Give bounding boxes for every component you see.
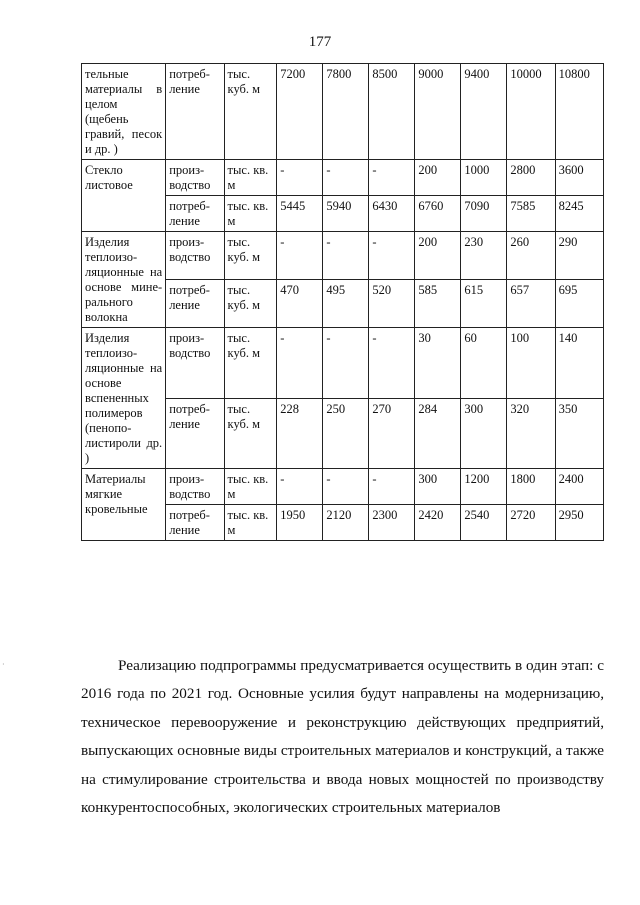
value-cell: - [277, 469, 323, 505]
indicator-type-cell: произ-водство [166, 160, 224, 196]
table-body [82, 64, 604, 541]
value-cell: 2400 [555, 469, 603, 505]
value-cell: 585 [415, 280, 461, 328]
value-cell: - [277, 160, 323, 196]
value-cell: 350 [555, 398, 603, 469]
value-cell: 7090 [461, 196, 507, 232]
material-name-cell: Изделия теплоизо-ляционные на основе вспененных полимеров (пенопо-листироли др. ) [82, 328, 166, 469]
unit-cell: тыс. куб. м [224, 64, 277, 160]
indicator-type-cell: потреб-ление [166, 280, 224, 328]
unit-cell: тыс. куб. м [224, 280, 277, 328]
value-cell: 290 [555, 232, 603, 280]
value-cell: 320 [507, 398, 555, 469]
value-cell: - [323, 160, 369, 196]
material-name-cell: Стекло листовое [82, 160, 166, 232]
value-cell: 1950 [277, 505, 323, 541]
value-cell: - [323, 232, 369, 280]
value-cell: 5445 [277, 196, 323, 232]
value-cell: 300 [461, 398, 507, 469]
unit-cell: тыс. кв. м [224, 160, 277, 196]
value-cell: - [369, 160, 415, 196]
value-cell: - [323, 469, 369, 505]
value-cell: 8500 [369, 64, 415, 160]
indicator-type-cell: потреб-ление [166, 196, 224, 232]
value-cell: 6760 [415, 196, 461, 232]
value-cell: 657 [507, 280, 555, 328]
table-row [82, 160, 604, 196]
unit-cell: тыс. куб. м [224, 398, 277, 469]
value-cell: 8245 [555, 196, 603, 232]
unit-cell: тыс. кв. м [224, 469, 277, 505]
value-cell: 2420 [415, 505, 461, 541]
value-cell: 250 [323, 398, 369, 469]
value-cell: 9400 [461, 64, 507, 160]
value-cell: 2720 [507, 505, 555, 541]
material-name-cell: Изделия теплоизо-ляционные на основе мине-рального волокна [82, 232, 166, 328]
value-cell: 495 [323, 280, 369, 328]
value-cell: 2950 [555, 505, 603, 541]
value-cell: - [323, 328, 369, 399]
unit-cell: тыс. кв. м [224, 196, 277, 232]
unit-cell: тыс. кв. м [224, 505, 277, 541]
table-row [82, 469, 604, 505]
indicator-type-cell: потреб-ление [166, 64, 224, 160]
value-cell: 2120 [323, 505, 369, 541]
value-cell: 1200 [461, 469, 507, 505]
value-cell: 140 [555, 328, 603, 399]
value-cell: 200 [415, 160, 461, 196]
material-name-cell: Материалы мягкие кровельные [82, 469, 166, 541]
value-cell: 2800 [507, 160, 555, 196]
value-cell: 1800 [507, 469, 555, 505]
value-cell: 6430 [369, 196, 415, 232]
indicator-type-cell: произ-водство [166, 328, 224, 399]
indicator-type-cell: потреб-ление [166, 398, 224, 469]
indicator-type-cell: произ-водство [166, 232, 224, 280]
value-cell: - [369, 328, 415, 399]
value-cell: 7800 [323, 64, 369, 160]
indicator-type-cell: потреб-ление [166, 505, 224, 541]
value-cell: 5940 [323, 196, 369, 232]
value-cell: 10000 [507, 64, 555, 160]
indicator-type-cell: произ-водство [166, 469, 224, 505]
margin-mark: · [2, 660, 5, 669]
value-cell: 100 [507, 328, 555, 399]
value-cell: 60 [461, 328, 507, 399]
value-cell: 7585 [507, 196, 555, 232]
value-cell: - [277, 328, 323, 399]
value-cell: 695 [555, 280, 603, 328]
material-name-cell: тельные материалы в целом (щебень гравий, песок и др. ) [82, 64, 166, 160]
value-cell: 284 [415, 398, 461, 469]
value-cell: - [369, 232, 415, 280]
value-cell: 615 [461, 280, 507, 328]
materials-table [81, 63, 604, 541]
value-cell: 3600 [555, 160, 603, 196]
table-row [82, 64, 604, 160]
value-cell: 470 [277, 280, 323, 328]
value-cell: 230 [461, 232, 507, 280]
value-cell: 30 [415, 328, 461, 399]
value-cell: 200 [415, 232, 461, 280]
value-cell: - [277, 232, 323, 280]
value-cell: 2540 [461, 505, 507, 541]
value-cell: 300 [415, 469, 461, 505]
table-row [82, 328, 604, 399]
value-cell: 270 [369, 398, 415, 469]
value-cell: 1000 [461, 160, 507, 196]
value-cell: 260 [507, 232, 555, 280]
value-cell: 7200 [277, 64, 323, 160]
value-cell: 9000 [415, 64, 461, 160]
table-row [82, 232, 604, 280]
unit-cell: тыс. куб. м [224, 328, 277, 399]
body-paragraph [81, 652, 604, 822]
paragraph-text: Реализацию подпрограммы предусматривается осуществить в один этап: с 2016 года по 2021 год. Основные усилия будут направлены на модернизацию, техническое перевооружение и реконструкцию действующих предприятий, выпускающих основные виды строительных материалов и конструкций, а также на стимулирование строительства и ввода новых мощностей по производству конкурентоспособных, экологических строительных материалов [81, 657, 604, 817]
value-cell: 520 [369, 280, 415, 328]
unit-cell: тыс. куб. м [224, 232, 277, 280]
value-cell: 10800 [555, 64, 603, 160]
value-cell: 228 [277, 398, 323, 469]
value-cell: - [369, 469, 415, 505]
page-number: 177 [308, 34, 332, 50]
value-cell: 2300 [369, 505, 415, 541]
